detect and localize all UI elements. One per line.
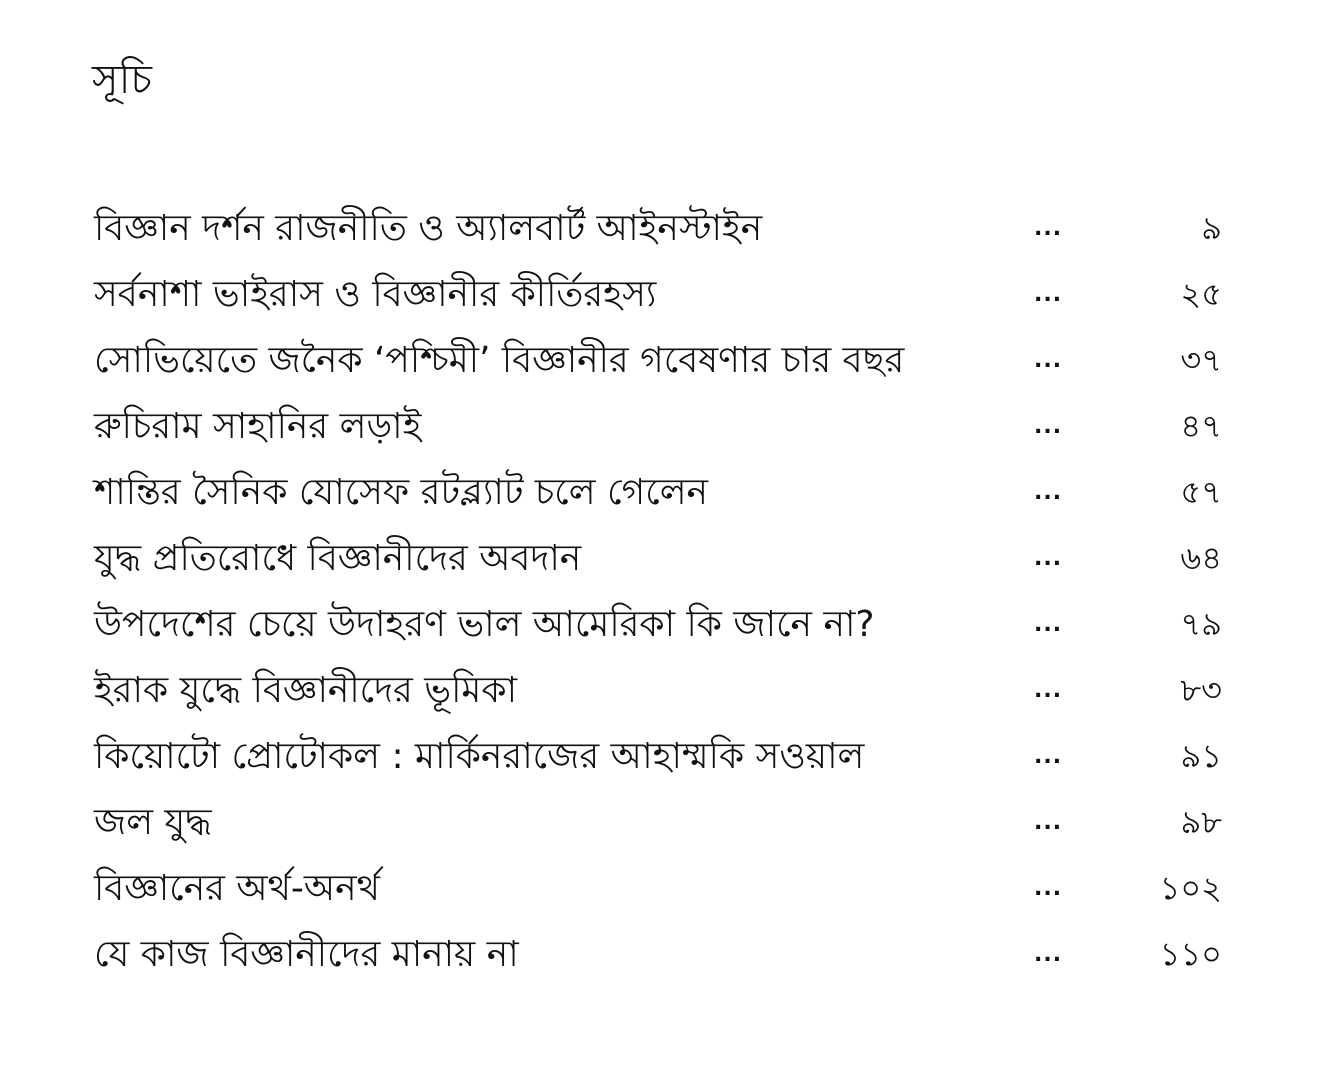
- toc-entry[interactable]: [94, 662, 1234, 728]
- toc-entry-title: কিয়োটো প্রোটোকল : মার্কিনরাজের আহাম্মকি সওয়াল: [94, 736, 865, 777]
- toc-page-number: ৭৯: [1180, 605, 1222, 643]
- toc-page-number: ৩৭: [1180, 341, 1222, 379]
- toc-leader-dots: ...: [1034, 348, 1063, 373]
- toc-leader-dots: ...: [1034, 810, 1063, 835]
- toc-leader-dots: ...: [1034, 678, 1063, 703]
- toc-entry-title: যুদ্ধ প্রতিরোধে বিজ্ঞানীদের অবদান: [94, 538, 582, 579]
- toc-entry[interactable]: [94, 266, 1234, 332]
- toc-entry-title: ইরাক যুদ্ধে বিজ্ঞানীদের ভূমিকা: [94, 670, 518, 711]
- toc-entry[interactable]: [94, 200, 1234, 266]
- toc-entry-title: শান্তির সৈনিক যোসেফ রটব্ল্যাট চলে গেলেন: [94, 472, 709, 513]
- toc-entry[interactable]: [94, 464, 1234, 530]
- toc-entry[interactable]: [94, 530, 1234, 596]
- toc-entry[interactable]: [94, 398, 1234, 464]
- toc-page-number: ১১০: [1159, 935, 1222, 973]
- toc-leader-dots: ...: [1034, 876, 1063, 901]
- toc-entry[interactable]: [94, 332, 1234, 398]
- toc-entry-title: বিজ্ঞানের অর্থ-অনর্থ: [94, 868, 380, 909]
- toc-leader-dots: ...: [1034, 414, 1063, 439]
- toc-leader-dots: ...: [1034, 612, 1063, 637]
- toc-entry-title: রুচিরাম সাহানির লড়াই: [94, 406, 422, 447]
- toc-leader-dots: ...: [1034, 546, 1063, 571]
- toc-entry-title: বিজ্ঞান দর্শন রাজনীতি ও অ্যালবার্ট আইনস্টাইন: [94, 208, 763, 249]
- toc-page-number: ৪৭: [1180, 407, 1222, 445]
- toc-page-number: ৬৪: [1180, 539, 1222, 577]
- toc-entry-title: সোভিয়েতে জনৈক ‘পশ্চিমী’ বিজ্ঞানীর গবেষণার চার বছর: [94, 340, 905, 381]
- toc-page-number: ৯: [1201, 209, 1222, 247]
- toc-entry[interactable]: [94, 596, 1234, 662]
- toc-page-number: ১০২: [1159, 869, 1222, 907]
- toc-page-number: ৫৭: [1180, 473, 1222, 511]
- toc-page-number: ৯৮: [1180, 803, 1222, 841]
- toc-page-number: ৮৩: [1180, 671, 1222, 709]
- toc-leader-dots: ...: [1034, 942, 1063, 967]
- toc-leader-dots: ...: [1034, 216, 1063, 241]
- toc-page-number: ৯১: [1180, 737, 1222, 775]
- toc-entry-title: উপদেশের চেয়ে উদাহরণ ভাল আমেরিকা কি জানে না?: [94, 604, 875, 645]
- toc-leader-dots: ...: [1034, 282, 1063, 307]
- toc-entry[interactable]: [94, 860, 1234, 926]
- page-title: সূচি: [92, 57, 153, 103]
- toc-entry-title: সর্বনাশা ভাইরাস ও বিজ্ঞানীর কীর্তিরহস্য: [94, 274, 657, 315]
- toc-entry-title: জল যুদ্ধ: [94, 802, 212, 843]
- toc-leader-dots: ...: [1034, 744, 1063, 769]
- toc-entry[interactable]: [94, 728, 1234, 794]
- toc-entry[interactable]: [94, 926, 1234, 992]
- toc-leader-dots: ...: [1034, 480, 1063, 505]
- toc-page-number: ২৫: [1180, 275, 1222, 313]
- toc-entry[interactable]: [94, 794, 1234, 860]
- table-of-contents: [94, 200, 1234, 992]
- toc-entry-title: যে কাজ বিজ্ঞানীদের মানায় না: [94, 934, 519, 975]
